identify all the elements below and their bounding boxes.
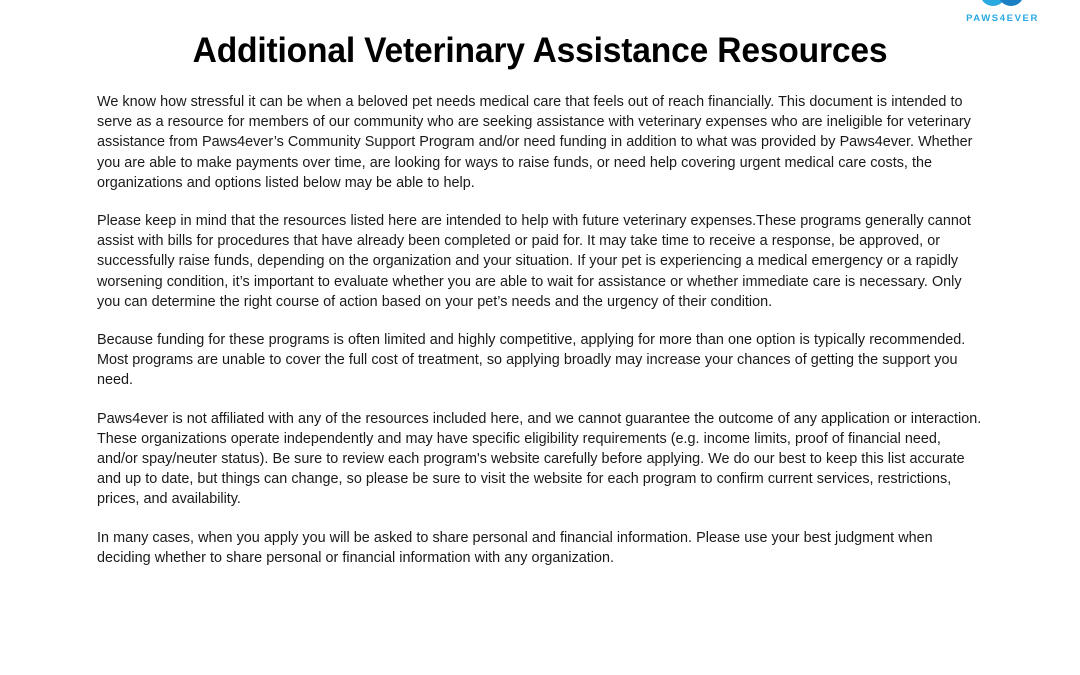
two-overlapping-circles-icon xyxy=(976,0,1028,12)
paragraph-future-expenses: Please keep in mind that the resources listed here are intended to help with future veterinary expenses.These programs generally cannot assist with bills for procedures that have already been completed or paid for. It may take time to receive a response, be approved, or successfully raise funds, depending on the organization and your situation. If your pet is experiencing a medical emergency or a rapidly worsening condition, it’s important to evaluate whether you are able to wait for assistance or whether immediate care is necessary. Only you can determine the right course of action based on your pet’s needs and the urgency of their condition. xyxy=(97,213,971,310)
document-body xyxy=(97,92,983,568)
paws4ever-logo xyxy=(0,0,1080,24)
paragraph-privacy-note: In many cases, when you apply you will be asked to share personal and financial information. Please use your best judgment when deciding whether to share personal or financial information with any organization. xyxy=(97,529,933,566)
page-title: Additional Veterinary Assistance Resources xyxy=(192,31,888,70)
paragraph-disclaimer: Paws4ever is not affiliated with any of the resources included here, and we cannot guarantee the outcome of any application or interaction. These organizations operate independently and may have specific eligibility requirements (e.g. income limits, proof of financial need, and/or spay/neuter status). Be sure to review each program's website carefully before applying. We do our best to keep this list accurate and up to date, but things can change, so please be sure to visit the website for each program to confirm current services, restrictions, prices, and availability. xyxy=(97,410,982,508)
paragraph-apply-broadly: Because funding for these programs is often limited and highly competitive, applying for more than one option is typically recommended. Most programs are unable to cover the full cost of treatment, so applying broadly may increase your chances of getting the support you need. xyxy=(97,332,966,389)
logo-wordmark: PAWS4EVER xyxy=(966,13,1039,24)
logo-inner xyxy=(966,0,1039,24)
paragraph-intro: We know how stressful it can be when a beloved pet needs medical care that feels out of reach financially. This document is intended to serve as a resource for members of our community who are seeking assistance with veterinary expenses who are ineligible for veterinary assistance from Paws4ever’s Community Support Program and/or need funding in addition to what was provided by Paws4ever. Whether you are able to make payments over time, are looking for ways to raise funds, or need help covering urgent medical care costs, the organizations and options listed below may be able to help. xyxy=(97,94,973,191)
